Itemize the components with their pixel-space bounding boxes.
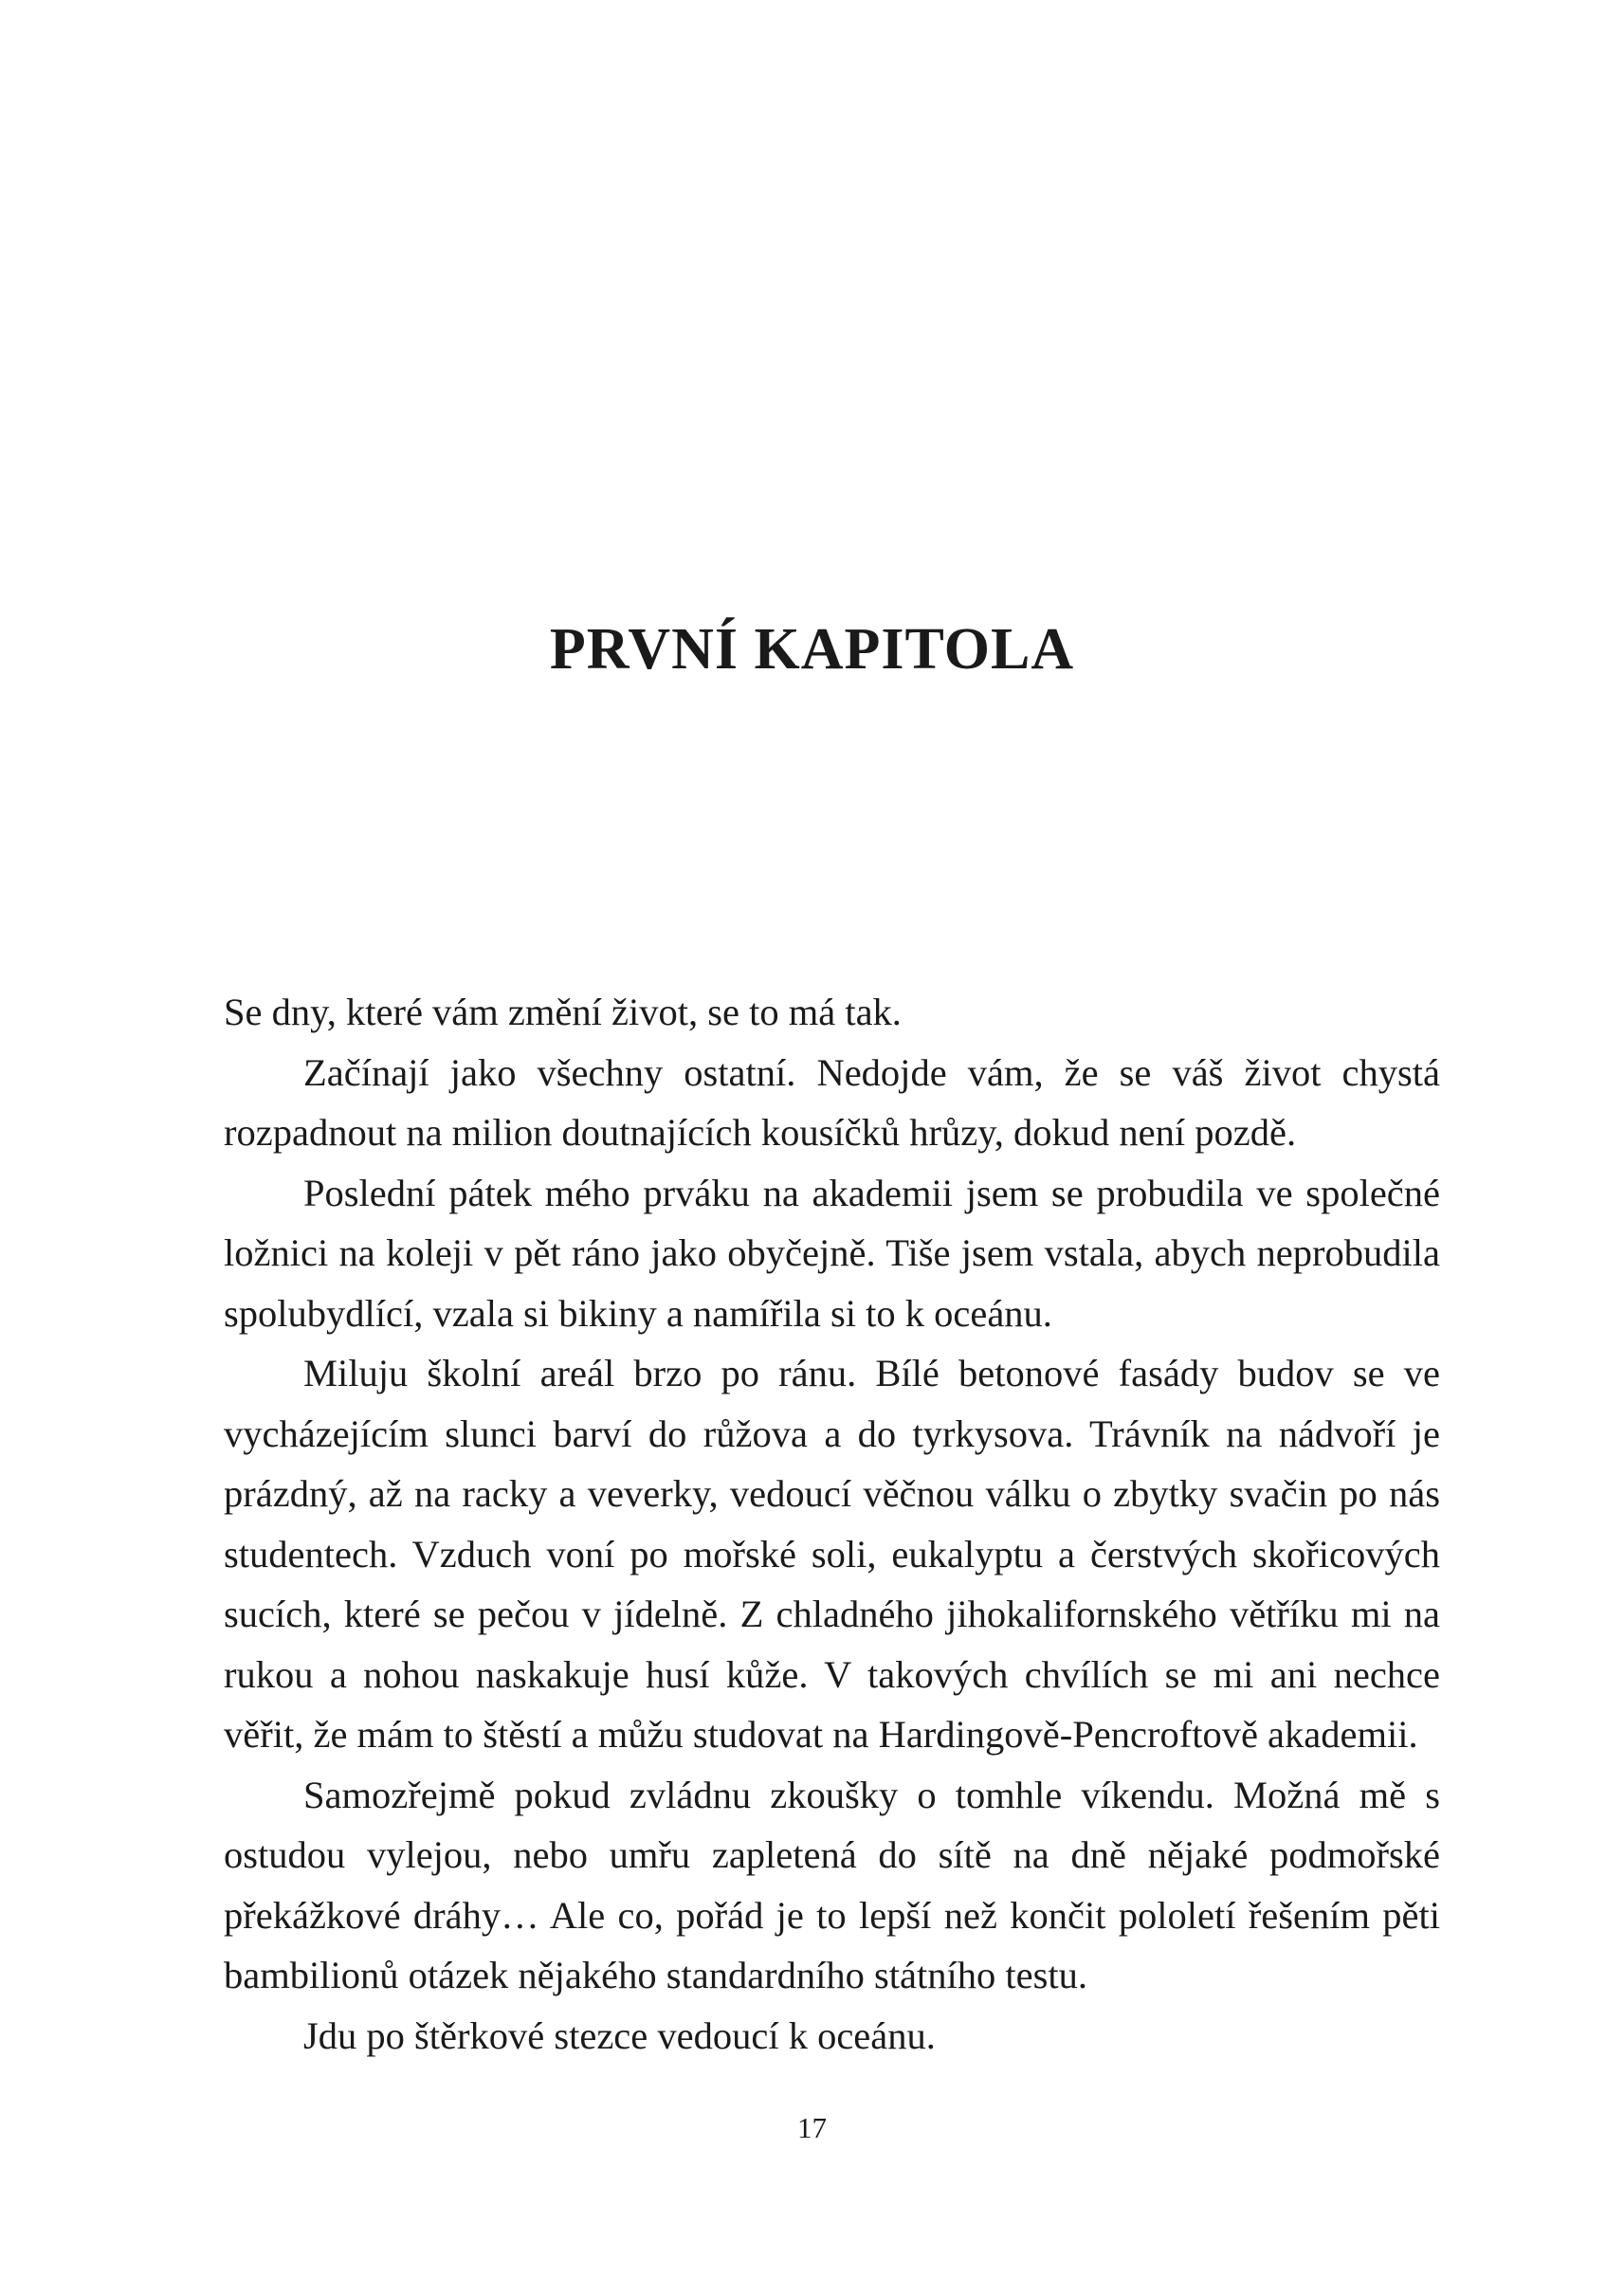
paragraph: Jdu po štěrkové stezce vedoucí k oceánu. — [303, 2013, 936, 2057]
chapter-title: PRVNÍ KAPITOLA — [549, 617, 1075, 682]
paragraph: Miluju školní areál brzo po ránu. Bílé betonové fasády budov se ve vycházejícím slunci barví do růžova a do tyrkysova. Trávník na nádvoří je prázdný, až na racky a veverky, vedoucí věčnou válku o zbytky svačin po nás studentech. Vzduch voní po mořské soli, eukalyptu a čerstvých skořicových sucích, které se pečou v jídelně. Z chladného jihokalifornského větříku mi na rukou a nohou naskakuje husí kůže. V takových chvílích se mi ani nechce věřit, že mám to štěstí a můžu studovat na Hardingově-Pencroftově akademii. — [224, 1352, 1440, 1756]
chapter-body — [224, 982, 1440, 2066]
paragraph: Začínají jako všechny ostatní. Nedojde vám, že se váš život chystá rozpadnout na milion doutnajících kousíčků hrůzy, dokud není pozdě. — [224, 1050, 1440, 1154]
page-number: 17 — [797, 2111, 827, 2144]
paragraph: Se dny, které vám změní život, se to má tak. — [224, 991, 902, 1033]
paragraph: Poslední pátek mého prváku na akademii jsem se probudila ve společné ložnici na koleji v pět ráno jako obyčejně. Tiše jsem vstala, abych neprobudila spolubydlící, vzala si bikiny a namířila si to k oceánu. — [224, 1171, 1440, 1335]
paragraph: Samozřejmě pokud zvládnu zkoušky o tomhle víkendu. Možná mě s ostudou vylejou, nebo umřu zapletená do sítě na dně nějaké podmořské překážkové dráhy… Ale co, pořád je to lepší než končit pololetí řešením pěti bambilionů otázek nějakého standardního státního testu. — [224, 1773, 1440, 1996]
